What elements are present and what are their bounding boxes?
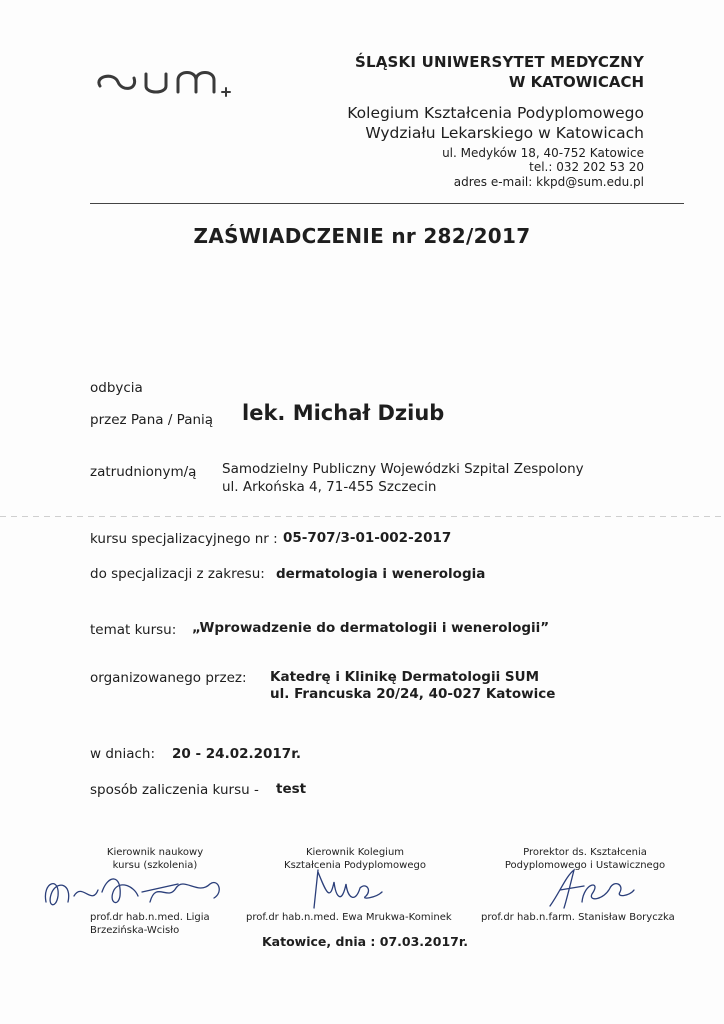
completion-value: test	[276, 781, 307, 797]
signature-1-role: Kierownik naukowy kursu (szkolenia)	[106, 847, 204, 871]
employer-address: ul. Arkońska 4, 71-455 Szczecin	[222, 479, 437, 495]
certificate-title: ZAŚWIADCZENIE nr 282/2017	[193, 224, 531, 248]
employer-name: Samodzielny Publiczny Wojewódzki Szpital Zespolony	[222, 461, 584, 477]
signature-2-handwriting	[300, 862, 390, 912]
person-name: lek. Michał Dziub	[242, 401, 445, 425]
college-address: ul. Medyków 18, 40-752 Katowice	[442, 146, 644, 160]
place-and-date: Katowice, dnia : 07.03.2017r.	[262, 934, 468, 949]
employer-label: zatrudnionym/ą	[90, 464, 197, 480]
organizer-name: Katedrę i Klinikę Dermatologii SUM	[270, 669, 540, 685]
topic-value: „Wprowadzenie do dermatologii i wenerologii”	[192, 620, 550, 636]
topic-label: temat kursu:	[90, 622, 177, 638]
signature-1-name-line1: prof.dr hab.n.med. Ligia	[90, 912, 210, 923]
course-number: 05-707/3-01-002-2017	[283, 530, 452, 546]
faculty-name: Wydziału Lekarskiego w Katowicach	[365, 124, 644, 142]
signature-2-name: prof.dr hab.n.med. Ewa Mrukwa-Kominek	[246, 912, 452, 923]
college-email: adres e-mail: kkpd@sum.edu.pl	[453, 175, 644, 189]
dates-label: w dniach:	[90, 746, 156, 762]
signature-2-role: Kierownik Kolegium Kształcenia Podyplomowego	[284, 847, 426, 871]
person-label: przez Pana / Panią	[90, 412, 214, 428]
signature-3-role: Prorektor ds. Kształcenia Podyplomowego i Ustawicznego	[504, 847, 666, 871]
completion-label: sposób zaliczenia kursu -	[90, 782, 259, 798]
header-divider	[90, 203, 684, 204]
college-name: Kolegium Kształcenia Podyplomowego	[347, 104, 644, 122]
college-phone: tel.: 032 202 53 20	[529, 160, 644, 174]
organizer-address: ul. Francuska 20/24, 40-027 Katowice	[270, 686, 556, 702]
sum-logo	[88, 62, 238, 102]
signature-3-handwriting	[540, 862, 640, 912]
university-city: W KATOWICACH	[508, 73, 644, 91]
organizer-label: organizowanego przez:	[90, 670, 247, 686]
course-number-label: kursu specjalizacyjnego nr :	[90, 531, 278, 547]
odbycia-label: odbycia	[90, 380, 143, 396]
signature-1-handwriting	[38, 862, 228, 918]
specialization-value: dermatologia i wenerologia	[276, 566, 486, 582]
signature-3-name: prof.dr hab.n.farm. Stanisław Boryczka	[481, 912, 675, 923]
scan-artifact-line	[0, 516, 724, 517]
specialization-label: do specjalizacji z zakresu:	[90, 566, 265, 582]
signature-1-name-line2: Brzezińska-Wcisło	[90, 925, 180, 936]
university-name: ŚLĄSKI UNIWERSYTET MEDYCZNY	[354, 53, 644, 71]
dates-value: 20 - 24.02.2017r.	[172, 746, 302, 762]
